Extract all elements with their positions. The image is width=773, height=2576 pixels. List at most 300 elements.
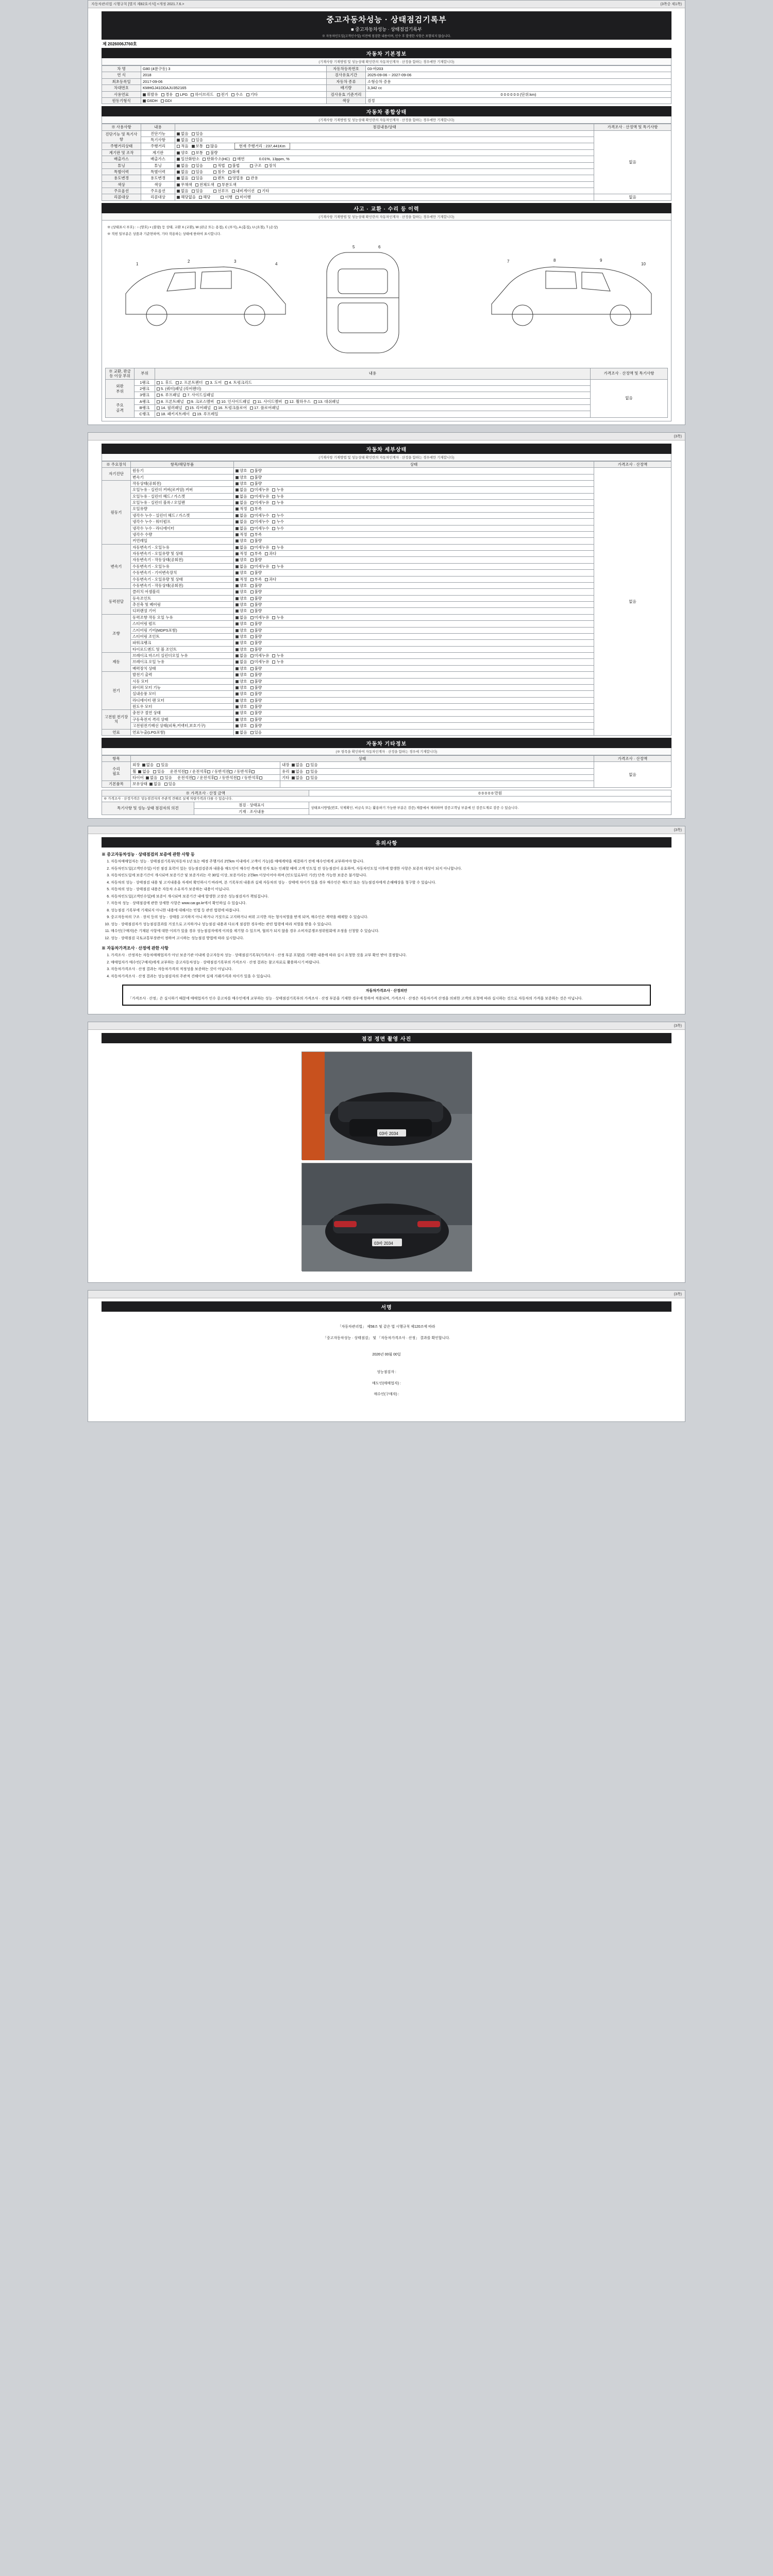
detail-state-options[interactable]: [234, 716, 594, 722]
detail-state-option[interactable]: 있음: [250, 730, 262, 735]
accident-col-1: 부위: [135, 368, 155, 379]
accident-group-frame: 주요 골격: [106, 398, 135, 417]
overall-sub-0b: 특기사항: [141, 137, 175, 143]
detail-row: [102, 493, 671, 499]
detail-row: [102, 525, 671, 531]
detail-state-options[interactable]: [234, 468, 594, 474]
page-2: [88, 432, 685, 819]
detail-state-option[interactable]: 누수: [272, 513, 284, 518]
overall-item-8: 주요옵션: [102, 188, 141, 194]
detail-state-options[interactable]: [234, 500, 594, 506]
notice-item: 11. 매수인(구매자)은 기재된 사항에 대한 이의가 있을 경우 성능점검자에게 이의를 제기할 수 있으며, 협의가 되지 않을 경우 소비자분쟁조정위원회에 조정을 신청할 수 있습니다.: [111, 929, 671, 935]
detail-state-option[interactable]: 불량: [250, 538, 262, 543]
accident-rank-1: 1랭크: [135, 379, 155, 385]
detail-state-option[interactable]: 양호: [236, 679, 247, 684]
detail-state-option[interactable]: 적정: [236, 577, 247, 582]
detail-group-label: 제동: [102, 653, 131, 672]
basic-cartype-value: 소형승차 증용: [366, 78, 671, 84]
detail-state-option[interactable]: 불량: [250, 691, 262, 696]
detail-state-options[interactable]: [234, 691, 594, 697]
detail-part-label: 브레이크 오일 누유: [131, 659, 234, 665]
detail-state-options[interactable]: [234, 729, 594, 735]
detail-col-3: 가격조사 · 산정액: [594, 461, 671, 467]
accident-col-3: 가격조사 · 산정액 및 특기사항: [591, 368, 668, 379]
detail-row: [102, 582, 671, 588]
detail-state-options[interactable]: [234, 627, 594, 633]
detail-state-options[interactable]: [234, 544, 594, 550]
detail-state-option[interactable]: 없음: [236, 500, 247, 505]
detail-state-option[interactable]: 미세누유: [250, 545, 270, 550]
detail-state-option[interactable]: 누유: [272, 487, 284, 492]
detail-row: [102, 627, 671, 633]
detail-state-options[interactable]: [234, 640, 594, 646]
topbar-right: (3쪽중 제1쪽): [660, 3, 682, 6]
detail-state-option[interactable]: 양호: [236, 685, 247, 690]
svg-text:4: 4: [275, 261, 278, 266]
detail-row: [102, 678, 671, 684]
detail-state-option[interactable]: 미세누수: [250, 526, 270, 531]
detail-state-option[interactable]: 양호: [236, 691, 247, 696]
notice-boxnote-body: 「가격조사 · 산정」은 실시하기 때문에 매매업자가 인수 중고차를 매수인에게 교부하는 성능 · 상태점검기록부의 가격조사 · 산정 부분을 기재한 경우에 한하여 적용되며, 가격조사 · 산정은 자동차가격 산정을 의뢰한 고객의 요청에 따라 실시하는 것으로 자동차의 가격을 보증하는 것은 아닙니다.: [128, 996, 583, 1001]
notice-item: 9. 중고자동차의 구조 · 장치 등의 성능 · 상태를 고지하지 아니 하거나 거짓으로 고지하거나 허위 고지한 자는 형사처벌을 받게 되며, 매수인은 계약을 해제할 수 있습니다.: [111, 915, 671, 921]
detail-group-label: 동력전달: [102, 589, 131, 615]
other-col-2: 가격조사 · 산정액: [594, 755, 671, 761]
detail-state-option[interactable]: 적정: [236, 551, 247, 556]
notice-item: 12. 성능 · 상태점검 국토교통부장관이 정하여 고시하는 성능점검 방법에 따라 실시합니다.: [111, 936, 671, 942]
overall-opts-5: 없음 있음 침수 화재: [175, 168, 594, 175]
page-5: [88, 1290, 685, 1422]
detail-row: [102, 519, 671, 525]
detail-part-label: 변속기: [131, 474, 234, 480]
overall-sub-9: 리콜대상: [141, 194, 175, 200]
detail-state-option[interactable]: 양호: [236, 621, 247, 626]
svg-text:6: 6: [378, 244, 381, 249]
overall-opts-9: 해당없음 해당 이행 미이행: [175, 194, 594, 200]
overall-sub-0: 진단기능: [141, 130, 175, 137]
photo-front-plate: 03바 2034: [379, 1131, 398, 1136]
detail-part-label: 스티어링 펌프: [131, 621, 234, 627]
detail-state-option[interactable]: 부족: [250, 532, 262, 537]
detail-state-option[interactable]: 양호: [236, 481, 247, 486]
detail-state-option[interactable]: 부족: [250, 577, 262, 582]
detail-state-option[interactable]: 없음: [236, 513, 247, 518]
car-diagram-svg: [105, 237, 672, 361]
basic-value-displacement: 3,342 cc: [366, 85, 671, 91]
detail-state-option[interactable]: 양호: [236, 710, 247, 715]
detail-row: [102, 589, 671, 595]
detail-state-option[interactable]: 불량: [250, 628, 262, 633]
page-1: [88, 0, 685, 425]
section-photos-header: 점검 정면 촬영 사진: [102, 1033, 671, 1043]
detail-state-options[interactable]: [234, 704, 594, 710]
detail-state-option[interactable]: 불량: [250, 589, 262, 594]
accident-diagram-box: [102, 221, 671, 421]
overall-opts-4: 없음 있음 적법 불법 구조 장치: [175, 162, 594, 168]
detail-state-option[interactable]: 없음: [236, 653, 247, 658]
section-overall-subnote: (기재사항 기재방법 및 성능상태 확인란의 자동차인계자 · 산정을 함하는 경우에만 기재합니다): [102, 116, 671, 124]
notice-item: 10. 성능 · 상태점검자가 성능점검결과를 거짓으로 고지하거나 성능점검 내용과 다르게 점검한 경우에는 관련 법령에 따라 처벌을 받을 수 있습니다.: [111, 922, 671, 928]
detail-state-option[interactable]: 양호: [236, 628, 247, 633]
detail-state-options[interactable]: [234, 557, 594, 563]
overall-opts-0: 없음 있음: [175, 130, 594, 137]
overall-item-4: 튜닝: [102, 162, 141, 168]
overall-opts-1: 적음 보통 많음 현재 주행거리 : 237,441Km: [175, 143, 594, 149]
detail-state-option[interactable]: 양호: [236, 717, 247, 722]
detail-state-options[interactable]: [234, 480, 594, 486]
detail-state-option[interactable]: 불량: [250, 672, 262, 677]
detail-part-label: 냉각수 누수 - 라디에이터: [131, 525, 234, 531]
overall-item-9: 리콜대상: [102, 194, 141, 200]
detail-state-option[interactable]: 없음: [236, 615, 247, 620]
detail-part-label: 구동축전지 격리 상태: [131, 716, 234, 722]
basic-label2-2: 자동차 종류: [327, 78, 366, 84]
price-value: 0 0 0 0 0 만원: [309, 790, 671, 796]
title-sub: ■ 중고자동차성능 · 상태점검기록부: [351, 27, 422, 32]
detail-state-option[interactable]: 양호: [236, 608, 247, 613]
detail-state-option[interactable]: 불량: [250, 647, 262, 652]
detail-state-options[interactable]: [234, 678, 594, 684]
detail-state-options[interactable]: [234, 519, 594, 525]
section-detail-subnote: (기재사항 기재방법 및 성능상태 확인란의 자동차인계자 · 산정을 함하는 경우에만 기재합니다): [102, 454, 671, 461]
basic-value-mileage: 0 0 0 0 0 0 (단위:km): [366, 91, 671, 97]
section-basic-header: 자동차 기본정보: [102, 48, 671, 58]
detail-state-option[interactable]: 양호: [236, 596, 247, 601]
detail-state-option[interactable]: 양호: [236, 634, 247, 639]
accident-right-value: 없음: [591, 379, 668, 417]
detail-state-options[interactable]: [234, 589, 594, 595]
detail-state-option[interactable]: 양호: [236, 640, 247, 645]
detail-state-option[interactable]: 불량: [250, 704, 262, 709]
detail-state-option[interactable]: 불량: [250, 475, 262, 480]
basic-value2-0: 03-바203: [366, 66, 671, 72]
detail-row: [102, 512, 671, 518]
detail-row: [102, 563, 671, 569]
detail-state-options[interactable]: [234, 474, 594, 480]
overall-sub-5: 특별이력: [141, 168, 175, 175]
detail-state-options[interactable]: [234, 525, 594, 531]
detail-group-label: 변속기: [102, 544, 131, 589]
topbar-left: 자동차관리법 시행규칙 [별지 제82호서식] <개정 2021.7.6.>: [91, 3, 184, 6]
detail-state-options[interactable]: [234, 531, 594, 537]
section-detail-header: 자동차 세부상태: [102, 444, 671, 454]
detail-state-option[interactable]: 불량: [250, 634, 262, 639]
detail-state-option[interactable]: 적정: [236, 532, 247, 537]
detail-state-option[interactable]: 불량: [250, 596, 262, 601]
photo-front: [301, 1052, 472, 1160]
detail-state-option[interactable]: 미세누유: [250, 653, 270, 658]
basic-label2-0: 자동차등록번호: [327, 66, 366, 72]
detail-part-label: 스티어링 기어(MDPS포함): [131, 627, 234, 633]
notice-item: 3. 자동차가격조사 · 산정 결과는 자동차가격의 적정성을 보증하는 것이 아닙니다.: [111, 967, 671, 973]
price-left-label: 특기사항 및 성능·상태 점검자의 의견: [102, 802, 194, 815]
detail-state-options[interactable]: [234, 665, 594, 671]
price-body: 상태표시방법(번호, 삭제확인, 비금속 또는 활용하기 가능한 부분은 검증) 제품에서 제외하며 검증고객님 부분에 인 검증도계로 검증 수 있습니다.: [309, 802, 671, 815]
detail-state-options[interactable]: [234, 697, 594, 703]
detail-state-option[interactable]: 양호: [236, 557, 247, 562]
overall-sub-1: 주행거리: [141, 143, 175, 149]
detail-row: [102, 544, 671, 550]
section-other-subnote: (※ 항목을 확인하여 자동차인계자 · 산정을 함하는 경우에 기재합니다): [102, 748, 671, 755]
detail-state-option[interactable]: 양호: [236, 672, 247, 677]
detail-row: [102, 500, 671, 506]
detail-state-option[interactable]: 없음: [236, 564, 247, 569]
detail-state-option[interactable]: 없음: [236, 519, 247, 524]
detail-state-option[interactable]: 과다: [265, 577, 277, 582]
detail-state-options[interactable]: [234, 684, 594, 690]
detail-group-label: 고전원 전기장치: [102, 710, 131, 729]
detail-part-label: 충전구 절연 상태: [131, 710, 234, 716]
topbar-5: [88, 1291, 685, 1298]
detail-state-option[interactable]: 양호: [236, 704, 247, 709]
detail-part-label: 연료누출(LPG포함): [131, 729, 234, 735]
detail-row: [102, 621, 671, 627]
detail-state-option[interactable]: 미세누유: [250, 659, 270, 664]
detail-state-option[interactable]: 미세누유: [250, 615, 270, 620]
detail-state-option[interactable]: 불량: [250, 666, 262, 671]
sign-line-1: 「자동차관리법」 제58조 및 같은 법 시행규칙 제120조에 따라: [338, 1325, 435, 1329]
basic-value-5: G6DH GDI: [141, 97, 327, 104]
detail-state-option[interactable]: 양호: [236, 602, 247, 607]
other-group-repair: 수리 필요: [102, 762, 131, 781]
svg-text:7: 7: [507, 259, 510, 264]
detail-state-option[interactable]: 없음: [236, 545, 247, 550]
basic-label-0: 차 명: [102, 66, 141, 72]
detail-state-option[interactable]: 미세누유: [250, 500, 270, 505]
detail-state-option[interactable]: 불량: [250, 679, 262, 684]
document-number: 제 2026006J760호: [103, 42, 137, 46]
svg-text:1: 1: [136, 261, 139, 266]
notice-item: 1. 자동차매매업자는 성능 · 상태점검기록부(자동차 1년 또는 배정 주행거리 2만km 이내에서 고객이 가능)를 매매계약을 체결하기 전에 매수인에게 교부하여야 합니다.: [111, 859, 671, 865]
detail-part-label: 자동변속기 - 오일누유: [131, 544, 234, 550]
detail-part-label: 오일누유 - 실린더 커버(로커암) 커버: [131, 487, 234, 493]
detail-state-option[interactable]: 누수: [272, 526, 284, 531]
detail-state-option[interactable]: 부족: [250, 506, 262, 511]
other-row-1-b: 유리 없음 있음: [280, 768, 594, 774]
detail-part-label: 라디에이터 팬 모터: [131, 697, 234, 703]
detail-state-options[interactable]: [234, 646, 594, 652]
detail-state-options[interactable]: [234, 602, 594, 608]
detail-state-options[interactable]: [234, 487, 594, 493]
sign-date: 2026년 00월 00일: [372, 1352, 401, 1357]
overall-sub-2: 계기판: [141, 149, 175, 156]
detail-state-option[interactable]: 불량: [250, 723, 262, 728]
detail-state-option[interactable]: 불량: [250, 481, 262, 486]
detail-part-label: 타이로드엔드 및 볼 조인트: [131, 646, 234, 652]
basic-value2-1: 2025-09-06 ~ 2027-09-06: [366, 72, 671, 78]
detail-state-option[interactable]: 미세누유: [250, 487, 270, 492]
detail-part-label: 자동변속기 - 작동상태(공회전): [131, 557, 234, 563]
detail-state-option[interactable]: 불량: [250, 640, 262, 645]
detail-state-options[interactable]: [234, 506, 594, 512]
sign-role-0: 성능점검자 :: [377, 1370, 396, 1374]
overall-sub-6: 용도변경: [141, 175, 175, 181]
detail-row: [102, 716, 671, 722]
detail-state-option[interactable]: 불량: [250, 557, 262, 562]
overall-right-value-2: 없음: [594, 194, 671, 200]
notice-boxnote-title: 자동차가격조사 · 산정의안: [365, 989, 408, 993]
detail-row: [102, 665, 671, 671]
detail-state-option[interactable]: 적정: [236, 506, 247, 511]
detail-state-option[interactable]: 양호: [236, 475, 247, 480]
detail-state-option[interactable]: 없음: [236, 487, 247, 492]
section-notice-header: 유의사항: [102, 837, 671, 848]
notice-item: 8. 성능점검 기록부에 기재되지 아니한 내용에 대해서는 민법 등 관련 법령에 따릅니다.: [111, 908, 671, 914]
detail-part-label: 원동기: [131, 468, 234, 474]
signature-block: [102, 1312, 671, 1418]
overall-item-0: 진단기능 및 특기사항: [102, 130, 141, 143]
detail-part-label: 수동변속기 - 오일누유: [131, 563, 234, 569]
section-basic-subnote: (기재사항 기재방법 및 성능상태 확인란의 자동차인계자 · 산정을 함하는 경우에만 기재합니다): [102, 58, 671, 65]
detail-state-option[interactable]: 미세누유: [250, 494, 270, 499]
detail-state-options[interactable]: [234, 633, 594, 639]
notice-item: 3. 자동차인도일에 보증기간이 개시되며 보증기간 및 보증거리는 각 30일 이상, 보증거리는 2천km 이상이어야 하며 (인도일로부터 기산) 단축 가능한 보증은 불가합니다.: [111, 873, 671, 879]
detail-part-label: 자동변속기 - 오일유량 및 상태: [131, 551, 234, 557]
detail-state-option[interactable]: 불량: [250, 608, 262, 613]
section-overall-header: 자동차 종합상태: [102, 106, 671, 116]
notice-boxnote: [122, 985, 651, 1006]
detail-state-option[interactable]: 양호: [236, 468, 247, 473]
detail-state-options[interactable]: [234, 551, 594, 557]
accident-opts-3: 6. 루프패널 7. 사이드실패널: [155, 392, 591, 398]
detail-row: [102, 704, 671, 710]
detail-row: [102, 723, 671, 729]
basic-label-2: 최초등록일: [102, 78, 141, 84]
basic-label-color: 색상: [327, 97, 366, 104]
detail-row: [102, 595, 671, 601]
detail-row: [102, 531, 671, 537]
detail-col-0: ※ 주요장치: [102, 461, 131, 467]
detail-state-options[interactable]: [234, 512, 594, 518]
detail-state-option[interactable]: 양호: [236, 723, 247, 728]
detail-state-option[interactable]: 양호: [236, 666, 247, 671]
detail-col-1: 항목/해당부품: [131, 461, 234, 467]
accident-rank-C: C랭크: [135, 411, 155, 417]
price-row-label-2: 기재 · 조사내용: [194, 808, 309, 815]
detail-state-option[interactable]: 미세누수: [250, 519, 270, 524]
detail-state-option[interactable]: 양호: [236, 538, 247, 543]
detail-state-options[interactable]: [234, 653, 594, 659]
detail-state-option[interactable]: 누유: [272, 615, 284, 620]
other-row-0-b: 내장 없음 있음: [280, 762, 594, 768]
detail-row: [102, 538, 671, 544]
detail-group-label: 전기: [102, 672, 131, 710]
accident-legend-2: ※ 적힌 일부분은 상품과 기준면하며, 기타 작용하는 상태에 한하여 표시합니다.: [107, 232, 222, 236]
detail-state-options[interactable]: [234, 582, 594, 588]
overall-opts-2: 양호 보통 불량: [175, 149, 594, 156]
detail-state-options[interactable]: [234, 595, 594, 601]
accident-col-2: 내용: [155, 368, 591, 379]
detail-row: [102, 474, 671, 480]
detail-state-option[interactable]: 없음: [236, 494, 247, 499]
detail-state-option[interactable]: 부족: [250, 551, 262, 556]
detail-state-option[interactable]: 불량: [250, 602, 262, 607]
accident-rank-2: 2랭크: [135, 385, 155, 392]
detail-state-option[interactable]: 양호: [236, 583, 247, 588]
other-col-1: 상태: [131, 755, 594, 761]
detail-part-label: 냉각수 누수 - 워터펌프: [131, 519, 234, 525]
detail-state-option[interactable]: 미세누유: [250, 564, 270, 569]
detail-part-label: 발전기 출력: [131, 672, 234, 678]
detail-part-label: 클러치 어셈블리: [131, 589, 234, 595]
car-diagram: [105, 237, 668, 366]
detail-state-option[interactable]: 없음: [236, 659, 247, 664]
detail-state-option[interactable]: 불량: [250, 621, 262, 626]
detail-row: [102, 614, 671, 620]
basic-label-displacement: 배기량: [327, 85, 366, 91]
detail-state-option[interactable]: 없음: [236, 730, 247, 735]
detail-state-option[interactable]: 불량: [250, 685, 262, 690]
detail-state-option[interactable]: 과다: [265, 551, 277, 556]
detail-state-option[interactable]: 불량: [250, 583, 262, 588]
detail-state-options[interactable]: [234, 538, 594, 544]
detail-state-option[interactable]: 누유: [272, 494, 284, 499]
detail-state-option[interactable]: 누유: [272, 545, 284, 550]
detail-state-options[interactable]: [234, 608, 594, 614]
detail-state-option[interactable]: 불량: [250, 710, 262, 715]
detail-state-option[interactable]: 불량: [250, 570, 262, 575]
detail-part-label: 윈도우 모터: [131, 704, 234, 710]
detail-state-option[interactable]: 불량: [250, 717, 262, 722]
detail-state-options[interactable]: [234, 659, 594, 665]
detail-state-option[interactable]: 양호: [236, 589, 247, 594]
detail-row: [102, 672, 671, 678]
detail-part-label: 파워크랭크: [131, 640, 234, 646]
detail-state-option[interactable]: 불량: [250, 468, 262, 473]
detail-state-option[interactable]: 양호: [236, 647, 247, 652]
detail-right-value: 없음: [594, 468, 671, 736]
detail-part-label: 브레이크 마스터 실린더오일 누유: [131, 653, 234, 659]
detail-state-option[interactable]: 불량: [250, 698, 262, 703]
detail-state-option[interactable]: 미세누수: [250, 513, 270, 518]
detail-state-option[interactable]: 누유: [272, 653, 284, 658]
overall-item-2: 계기판 및 조작: [102, 149, 141, 156]
overall-opts-7: 무채색 전체도색 부분도색: [175, 181, 594, 188]
detail-state-options[interactable]: [234, 570, 594, 576]
detail-state-options[interactable]: [234, 710, 594, 716]
detail-state-option[interactable]: 누유: [272, 564, 284, 569]
price-title: ※ 가격조사 · 산정 금액: [102, 790, 309, 796]
detail-state-options[interactable]: [234, 723, 594, 729]
detail-state-option[interactable]: 누유: [272, 659, 284, 664]
detail-part-label: 동력조향 작동 오일 누유: [131, 614, 234, 620]
detail-state-options[interactable]: [234, 621, 594, 627]
detail-state-options[interactable]: [234, 614, 594, 620]
accident-group-outer: 외판 부위: [106, 379, 135, 398]
detail-part-label: 추진축 및 베어링: [131, 602, 234, 608]
detail-state-option[interactable]: 누유: [272, 500, 284, 505]
detail-state-options[interactable]: [234, 672, 594, 678]
overall-opts-8: 없음 있음 선루프 내비게이션 기타: [175, 188, 594, 194]
detail-row: [102, 602, 671, 608]
detail-state-option[interactable]: 없음: [236, 526, 247, 531]
detail-state-option[interactable]: 누수: [272, 519, 284, 524]
detail-state-options[interactable]: [234, 576, 594, 582]
svg-text:3: 3: [234, 259, 237, 264]
detail-state-option[interactable]: 양호: [236, 698, 247, 703]
detail-state-options[interactable]: [234, 563, 594, 569]
detail-state-options[interactable]: [234, 493, 594, 499]
overall-item-3: 배출가스: [102, 156, 141, 162]
detail-state-option[interactable]: 양호: [236, 570, 247, 575]
basic-info-table: [102, 65, 671, 104]
detail-part-label: 등속조인트: [131, 595, 234, 601]
overall-opts-0b: 없음 있음: [175, 137, 594, 143]
detail-row: [102, 646, 671, 652]
svg-text:8: 8: [553, 258, 556, 263]
notice-item: 4. 자동차가격조사 · 산정 결과는 성능점검자의 주관적 견해이며 실제 거래가격과 차이가 있을 수 있습니다.: [111, 974, 671, 980]
detail-part-label: 디퍼렌셜 기어: [131, 608, 234, 614]
notice-list-2: [102, 953, 671, 979]
